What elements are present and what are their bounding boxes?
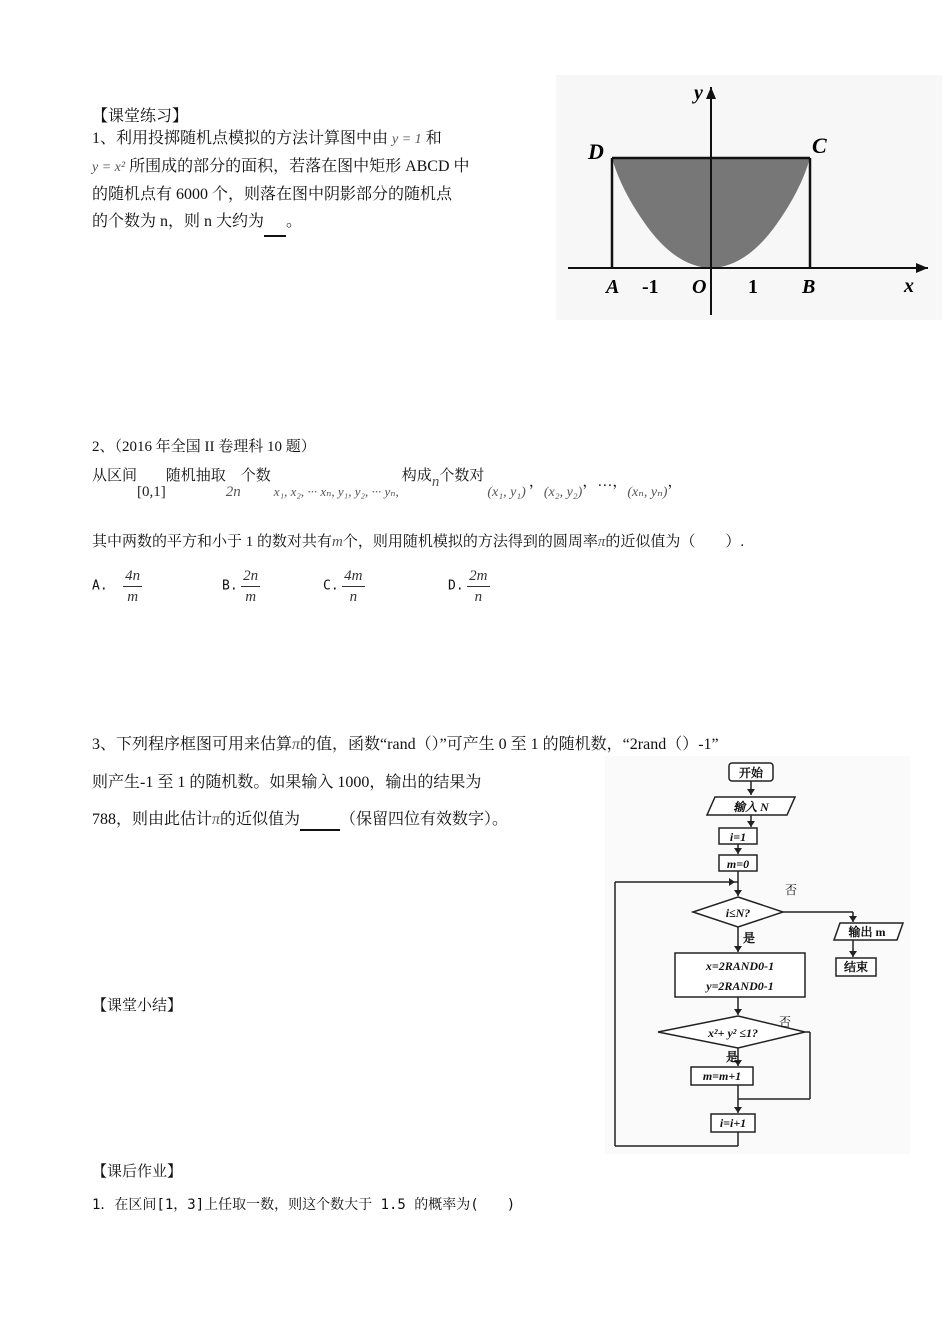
label-one: 1 <box>748 276 758 298</box>
flow-input-text: 输入 N <box>733 800 769 814</box>
flow-init-i-text: i=1 <box>729 830 747 844</box>
section-heading-homework: 【课后作业】 <box>92 1164 183 1180</box>
flow-assign-y-text: y=2RAND0-1 <box>706 979 774 993</box>
flow-inc-m-text: m=m+1 <box>702 1069 742 1083</box>
q2-option-b[interactable]: B. $\frac{2n}{m}$ <box>222 568 259 605</box>
q1-line4: 的个数为 n，则 n 大约为 。 <box>92 208 542 237</box>
flow-inc-i-text: i=i+1 <box>719 1116 747 1130</box>
answer-blank <box>264 208 286 237</box>
flow-start-text: 开始 <box>738 766 764 780</box>
flow-cond1-text: i≤N? <box>725 906 751 920</box>
homework-q1: 1．在区间[1，3]上任取一数，则这个数大于 1.5 的概率为( ) <box>92 1197 516 1213</box>
flow-yes2-text: 是 <box>726 1050 739 1064</box>
section-heading-summary: 【课堂小结】 <box>92 998 183 1014</box>
flow-cond2-text: x²+ y² ≤1? <box>708 1026 758 1040</box>
q2-option-c[interactable]: C. $\frac{4m}{n}$ <box>323 568 363 605</box>
flow-no2-text: 否 <box>779 1015 792 1029</box>
label-B: B <box>802 276 816 298</box>
q3-line2: 则产生-1 至 1 的随机数。如果输入 1000，输出的结果为 <box>92 774 482 791</box>
q2-line2: 其中两数的平方和小于 1 的数对共有m个，则用随机模拟的方法得到的圆周率π的近似值为（ ）. <box>92 534 745 550</box>
q1-line3: 的随机点有 6000 个，则落在图中阴影部分的随机点 <box>92 186 453 203</box>
answer-blank-q3 <box>300 811 340 831</box>
label-C: C <box>812 133 827 158</box>
q1-line1: 1、利用投掷随机点模拟的方法计算图中由 y = 1 和 <box>92 130 442 147</box>
q2-line1: 从区间[0,1]随机抽取2n个数x₁, x₂, ··· xₙ, y₁, y₂, ··· yₙ,构成n个数对(x₁, y₁)，(x₂, y₂)，…，(xₙ, yₙ)， <box>92 468 683 500</box>
question-1 <box>92 125 542 237</box>
q3-line3: 788，则由此估计π的近似值为 （保留四位有效数字）。 <box>92 806 508 831</box>
q2-option-a[interactable]: A. $\frac{4n}{m}$ <box>92 568 141 605</box>
q3-line1: 3、下列程序框图可用来估算π的值，函数“rand（）”可产生 0 至 1 的随机数，“2rand（）-1” <box>92 736 719 753</box>
label-D: D <box>588 139 604 164</box>
flow-output-text: 输出 m <box>848 925 886 939</box>
flow-yes1-text: 是 <box>743 931 756 945</box>
q2-title: 2、（2016 年全国 II 卷理科 10 题） <box>92 439 316 455</box>
section-heading-practice: 【课堂练习】 <box>92 108 189 125</box>
parabola-figure <box>556 75 942 320</box>
q1-line2: y = x² 所围成的部分的面积，若落在图中矩形 ABCD 中 <box>92 158 470 175</box>
label-A: A <box>606 276 620 298</box>
flowchart <box>605 756 910 1154</box>
q2-option-d[interactable]: D. $\frac{2m}{n}$ <box>448 568 488 605</box>
flow-no1-text: 否 <box>785 883 798 897</box>
label-x: x <box>904 275 914 297</box>
flow-assign-x-text: x=2RAND0-1 <box>705 959 775 973</box>
label-neg1: -1 <box>642 276 659 298</box>
label-O: O <box>692 276 707 298</box>
label-y: y <box>694 82 703 104</box>
flow-init-m-text: m=0 <box>726 857 750 871</box>
flow-end-text: 结束 <box>843 960 869 974</box>
